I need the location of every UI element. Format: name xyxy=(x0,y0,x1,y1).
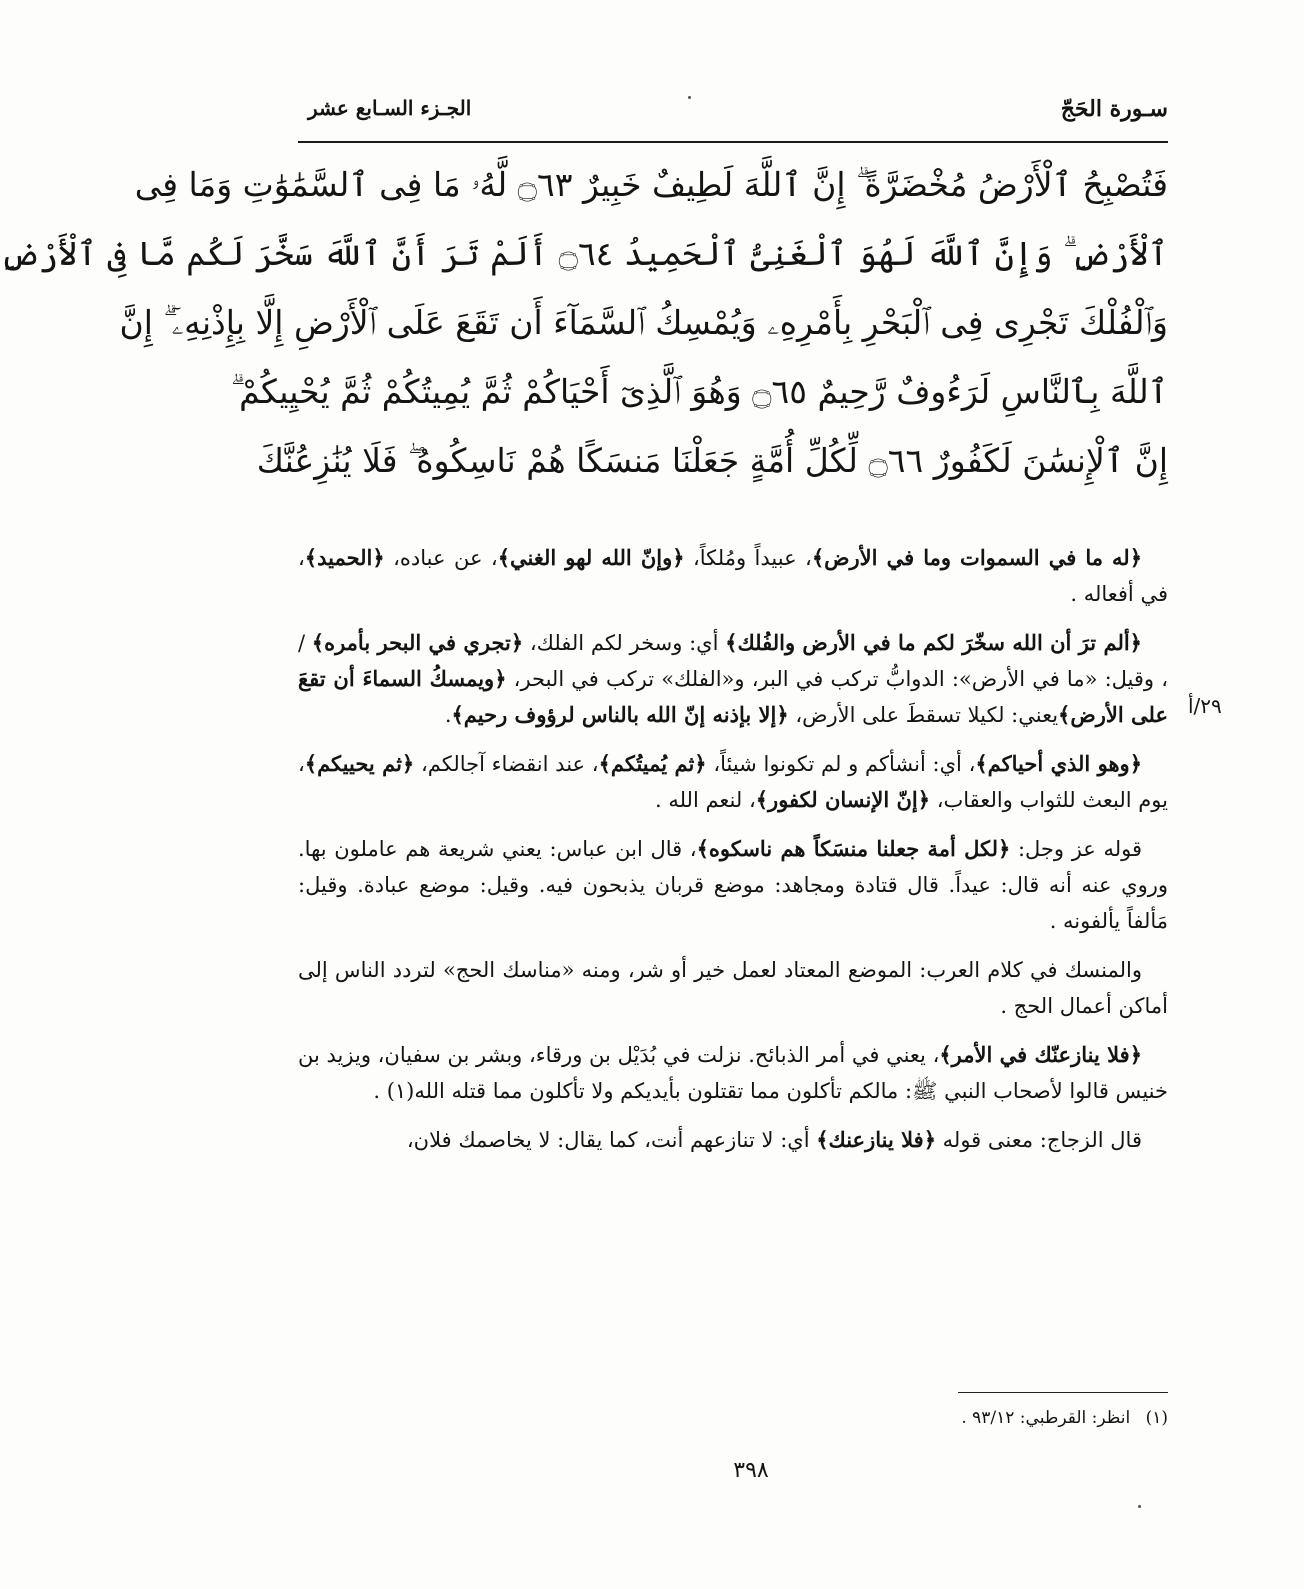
commentary-text: أي: لا تنازعهم أنت، كما يقال: لا يخاصمك فلان، xyxy=(406,1128,817,1152)
quran-line: وَٱلْفُلْكَ تَجْرِى فِى ٱلْبَحْرِ بِأَمْرِهِۦ وَيُمْسِكُ ٱلسَّمَآءَ أَن تَقَعَ عَلَى ٱلْأَرْضِ إِلَّا بِإِذْنِهِۦٓ ۗ إِنَّ xyxy=(119,303,1168,342)
quoted-verse: ﴿ألم ترَ أن الله سخّرَ لكم ما في الأرض والفُلك﴾ xyxy=(725,630,1142,655)
commentary-text: أي: وسخر لكم الفلك، xyxy=(523,631,726,655)
quoted-verse: ﴿تجري في البحر بأمره﴾ xyxy=(311,630,524,655)
footnote-rule xyxy=(958,1392,1168,1393)
footnote-number: (١) xyxy=(1145,1408,1168,1428)
commentary-paragraph xyxy=(298,625,1168,733)
commentary-text: ، يوم البعث للثواب والعقاب، xyxy=(298,752,1168,812)
commentary-text: ، لنعم الله . xyxy=(654,788,756,812)
quran-line: إِنَّ ٱلْإِنسَٰنَ لَكَفُورٌ ۝٦٦ لِّكُلِّ أُمَّةٍ جَعَلْنَا مَنسَكًا هُمْ نَاسِكُوهُ ۖ فَلَا يُنَٰزِعُنَّكَ xyxy=(256,441,1168,480)
commentary-text: والمنسك في كلام العرب: الموضع المعتاد لعمل خير أو شر، ومنه «مناسك الحج» لتردد الناس إلى أماكن أعمال الحج . xyxy=(298,958,1168,1018)
quoted-verse: ﴿وهو الذي أحياكم﴾ xyxy=(975,751,1142,776)
commentary-text: . xyxy=(444,703,452,727)
commentary-text: ، أي: أنشأكم و لم تكونوا شيئاً، xyxy=(706,752,976,776)
juz-title: الجـزء السـابع عشر xyxy=(308,96,472,120)
quoted-verse: ﴿فلا ينازعنك﴾ xyxy=(816,1127,936,1152)
quran-line: ٱللَّهَ بِٱلنَّاسِ لَرَءُوفٌ رَّحِيمٌ ۝٦٥ وَهُوَ ٱلَّذِىٓ أَحْيَاكُمْ ثُمَّ يُمِيتُكُمْ ثُمَّ يُحْيِيكُمْ ۗ xyxy=(230,372,1168,411)
quoted-verse: ﴿فلا ينازعنّك في الأمر﴾ xyxy=(939,1042,1142,1067)
header-rule xyxy=(298,141,1168,143)
commentary-text: قال الزجاج: معنى قوله xyxy=(936,1128,1142,1152)
commentary-text: قوله عز وجل: xyxy=(1010,837,1143,861)
quoted-verse: ﴿وإنّ الله لهو الغني﴾ xyxy=(497,545,685,570)
commentary-paragraph xyxy=(298,1037,1168,1109)
commentary-paragraph xyxy=(298,1122,1168,1158)
quran-text-block xyxy=(0,150,1168,495)
footnote-text: انظر: القرطبي: ٩٣/١٢ . xyxy=(961,1408,1131,1428)
quran-line: ٱلْأَرْضِ ۗ وَإِنَّ ٱللَّهَ لَهُوَ ٱلْغَنِىُّ ٱلْحَمِيدُ ۝٦٤ أَلَمْ تَرَ أَنَّ ٱللَّهَ سَخَّرَ لَكُم مَّا فِى ٱلْأَرْضِ xyxy=(0,234,1168,273)
footnote xyxy=(961,1408,1168,1428)
commentary-paragraph xyxy=(298,831,1168,939)
scan-speck xyxy=(1138,1505,1141,1508)
quoted-verse: ﴿لكل أمة جعلنا منسَكاً هم ناسكوه﴾ xyxy=(696,836,1011,861)
running-header xyxy=(308,96,1168,136)
quoted-verse: ﴿الحميد﴾ xyxy=(304,545,385,570)
quoted-verse: ﴿ويمسكُ السماءَ أن تقعَ على الأرض﴾ xyxy=(298,666,1168,727)
commentary-text: ، عن عباده، xyxy=(384,546,498,570)
commentary-text: ، قال ابن عباس: يعني شريعة هم عاملون بها. وروي عنه أنه قال: عيداً. قال قتادة ومجاهد: موضع قربان يذبحون فيه. وقيل: موضع عبادة. وقيل: مَألفاً يألفونه . xyxy=(298,837,1168,933)
commentary-text: (١) . xyxy=(373,1079,415,1103)
manuscript-folio-note: ٢٩/أ xyxy=(1188,694,1222,718)
quoted-verse: ﴿إلا بإذنه إنّ الله بالناس لرؤوف رحيم﴾ xyxy=(451,702,789,727)
scan-speck xyxy=(688,96,691,99)
quoted-verse: ﴿إنّ الإنسان لكفور﴾ xyxy=(755,787,931,812)
commentary-text: ، عند انقضاء آجالكم، xyxy=(414,752,599,776)
commentary-text: ، في أفعاله . xyxy=(298,546,1168,606)
quoted-verse: ﴿ثم يُميتُكم﴾ xyxy=(598,751,707,776)
surah-title: سـورة الحَجّ xyxy=(1060,96,1168,122)
commentary-text: ، عبيداً ومُلكاً، xyxy=(684,546,812,570)
commentary-text: / ، وقيل: «ما في الأرض»: الدوابُّ تركب في البر، و«الفلك» تركب في البحر، xyxy=(298,631,1169,691)
commentary-paragraph xyxy=(298,540,1168,612)
commentary-paragraph xyxy=(298,746,1168,818)
quoted-verse: ﴿له ما في السموات وما في الأرض﴾ xyxy=(811,545,1143,570)
quran-line: فَتُصْبِحُ ٱلْأَرْضُ مُخْضَرَّةً ۗ إِنَّ ٱللَّهَ لَطِيفٌ خَبِيرٌ ۝٦٣ لَّهُۥ مَا فِى ٱلسَّمَٰوَٰتِ وَمَا فِى xyxy=(134,165,1168,204)
commentary-block xyxy=(298,540,1168,1171)
quoted-verse: ﴿ثم يحييكم﴾ xyxy=(304,751,415,776)
commentary-paragraph xyxy=(298,952,1168,1024)
page-number: ٣٩٨ xyxy=(733,1458,769,1483)
commentary-text: ، يعني في أمر الذبائح. نزلت في بُدَيْل بن ورقاء، وبشر بن سفيان، ويزيد بن خنيس قالوا لأصحاب النبي ﷺ: مالكم تأكلون مما تقتلون بأيديكم ولا تأكلون مما قتله الله xyxy=(298,1043,1168,1103)
commentary-text: يعني: لكيلا تسقطَ على الأرض، xyxy=(788,703,1059,727)
